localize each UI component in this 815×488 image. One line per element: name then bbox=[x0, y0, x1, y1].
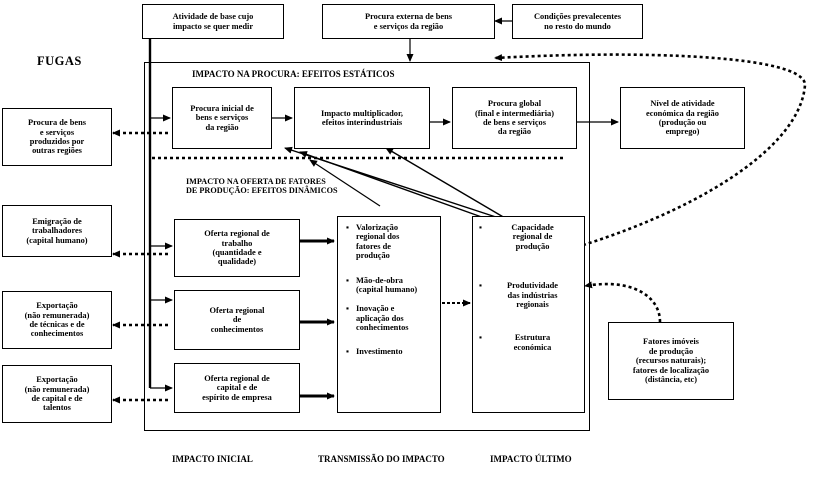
ultimate-item-productivity: ▪ Produtividade das indústrias regionais bbox=[479, 281, 559, 310]
external-demand-box: Procura externa de bens e serviços da região bbox=[322, 4, 495, 39]
fugas-label: FUGAS bbox=[37, 54, 82, 68]
ultimate-item-capacity: ▪ Capacidade regional de produção bbox=[479, 223, 554, 251]
initial-demand-box: Procura inicial de bens e serviços da região bbox=[172, 87, 272, 149]
leak-export-capital-box: Exportação (não remunerada) de capital e de talentos bbox=[2, 365, 112, 423]
ultimate-box bbox=[472, 216, 585, 413]
footer-transmission: TRANSMISSÃO DO IMPACTO bbox=[318, 454, 445, 464]
global-demand-box: Procura global (final e intermediária) de bens e serviços da região bbox=[452, 87, 577, 149]
leak-export-tech-box: Exportação (não remunerada) de técnicas e de conhecimentos bbox=[2, 291, 112, 349]
transmission-item-labor: ▪ Mão-de-obra (capital humano) bbox=[346, 275, 418, 295]
world-conditions-box: Condições prevalecentes no resto do mundo bbox=[512, 4, 643, 39]
leak-emigration-box: Emigração de trabalhadores (capital humano) bbox=[2, 205, 112, 257]
leak-external-demand-box: Procura de bens e serviços produzidos por outras regiões bbox=[2, 108, 112, 166]
transmission-box bbox=[337, 216, 441, 413]
capital-supply-box: Oferta regional de capital e de espírito de empresa bbox=[174, 363, 300, 413]
transmission-item-innovation: ▪ Inovação e aplicação dos conhecimentos bbox=[346, 304, 409, 333]
base-activity-box: Atividade de base cujo impacto se quer medir bbox=[142, 4, 284, 39]
transmission-item-valorization: ▪ Valorização regional dos fatores de produção bbox=[346, 223, 400, 261]
dotted-curve-factors-to-ultimate bbox=[585, 284, 660, 322]
footer-ultimate-impact: IMPACTO ÚLTIMO bbox=[490, 454, 572, 464]
labor-supply-box: Oferta regional de trabalho (quantidade e qualidade) bbox=[174, 219, 300, 277]
immovable-factors-box: Fatores imóveis de produção (recursos naturais); fatores de localização (distância, etc) bbox=[608, 322, 734, 400]
supply-section-title: IMPACTO NA OFERTA DE FATORES DE PRODUÇÃO: EFEITOS DINÂMICOS bbox=[186, 177, 338, 196]
activity-level-box: Nível de atividade económica da região (produção ou emprego) bbox=[620, 87, 745, 149]
ultimate-item-structure: ▪ Estrutura económica bbox=[479, 333, 552, 352]
demand-section-title: IMPACTO NA PROCURA: EFEITOS ESTÁTICOS bbox=[192, 69, 395, 79]
multiplier-box: Impacto multiplicador, efeitos interindustriais bbox=[294, 87, 430, 149]
footer-initial-impact: IMPACTO INICIAL bbox=[172, 454, 253, 464]
transmission-item-investment: ▪ Investimento bbox=[346, 346, 403, 356]
knowledge-supply-box: Oferta regional de conhecimentos bbox=[174, 290, 300, 350]
